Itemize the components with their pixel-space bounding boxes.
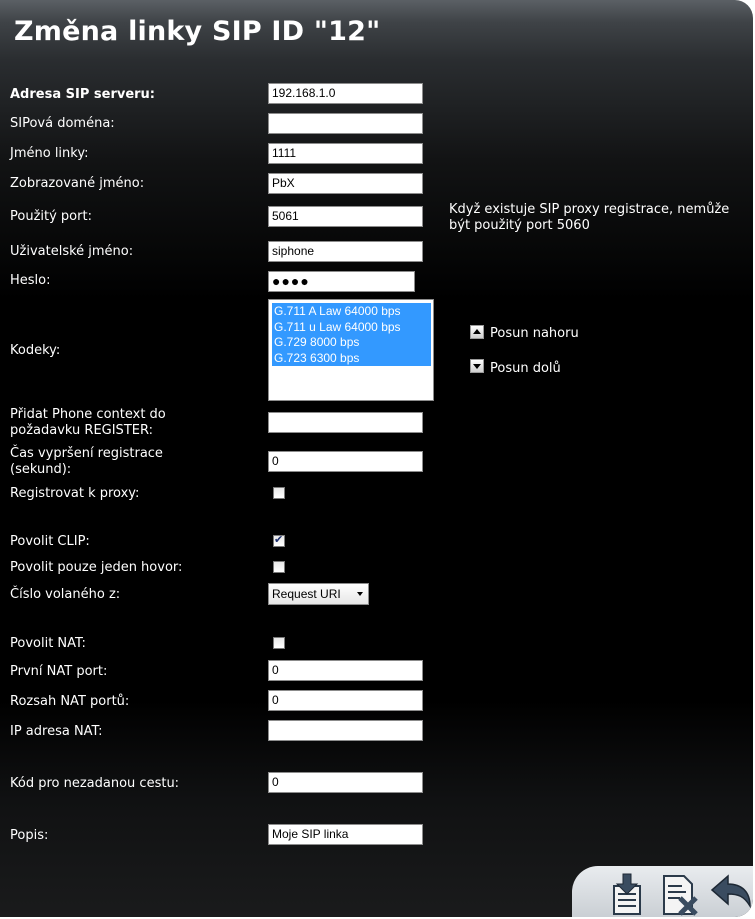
sip-server-label: Adresa SIP serveru: <box>10 87 156 102</box>
codecs-listbox[interactable] <box>268 299 434 401</box>
password-input[interactable]: ●●●● <box>268 271 415 292</box>
codec-option[interactable]: G.711 A Law 64000 bps <box>274 304 401 318</box>
line-name-input[interactable]: 1111 <box>268 143 423 164</box>
move-down-label[interactable]: Posun dolů <box>490 361 561 376</box>
nat-first-port-input[interactable]: 0 <box>268 660 423 681</box>
codecs-label: Kodeky: <box>10 343 61 358</box>
port-note: Když existuje SIP proxy registrace, nemůže být použitý port 5060 <box>449 202 730 233</box>
arrow-up-icon <box>473 329 481 334</box>
called-number-select[interactable] <box>268 583 369 605</box>
nat-port-range-input[interactable]: 0 <box>268 690 423 711</box>
page-title: Změna linky SIP ID "12" <box>14 16 381 47</box>
move-up-label[interactable]: Posun nahoru <box>490 326 579 341</box>
move-up-button[interactable] <box>470 325 484 339</box>
codec-option[interactable]: G.711 u Law 64000 bps <box>274 320 401 334</box>
register-proxy-label: Registrovat k proxy: <box>10 486 140 501</box>
nat-port-range-label: Rozsah NAT portů: <box>10 694 130 709</box>
allow-clip-checkbox[interactable] <box>273 535 285 547</box>
expiry-input[interactable]: 0 <box>268 451 423 472</box>
password-label: Heslo: <box>10 273 51 288</box>
checkmark-icon: ✔ <box>274 533 284 546</box>
allow-nat-label: Povolit NAT: <box>10 636 86 651</box>
nat-ip-input[interactable] <box>268 720 423 741</box>
expiry-label-2: (sekund): <box>10 462 72 477</box>
port-label: Použitý port: <box>10 209 92 224</box>
unspecified-route-label: Kód pro nezadanou cestu: <box>10 776 180 791</box>
display-name-input[interactable]: PbX <box>268 173 423 194</box>
nat-ip-label: IP adresa NAT: <box>10 724 103 739</box>
phone-context-label-2: požadavku REGISTER: <box>10 423 153 438</box>
called-number-value: Request URI <box>272 587 341 601</box>
username-label: Uživatelské jméno: <box>10 244 134 259</box>
display-name-label: Zobrazované jméno: <box>10 176 145 191</box>
port-input[interactable]: 5061 <box>268 206 423 227</box>
allow-clip-label: Povolit CLIP: <box>10 534 90 549</box>
sip-domain-input[interactable] <box>268 113 423 134</box>
register-proxy-checkbox[interactable] <box>273 487 285 499</box>
footer-toolbar <box>572 866 753 917</box>
move-down-button[interactable] <box>470 359 484 373</box>
allow-nat-checkbox[interactable] <box>273 637 285 649</box>
back-arrow-icon[interactable] <box>708 872 752 916</box>
nat-first-port-label: První NAT port: <box>10 664 108 679</box>
phone-context-input[interactable] <box>268 412 423 433</box>
sip-server-input[interactable]: 192.168.1.0 <box>268 83 423 104</box>
codec-option[interactable]: G.723 6300 bps <box>274 351 360 365</box>
unspecified-route-input[interactable]: 0 <box>268 772 423 793</box>
description-input[interactable]: Moje SIP linka <box>268 824 423 845</box>
codec-option[interactable]: G.729 8000 bps <box>274 335 360 349</box>
save-icon[interactable] <box>606 872 650 916</box>
delete-icon[interactable] <box>658 872 702 916</box>
chevron-down-icon <box>357 592 363 596</box>
single-call-label: Povolit pouze jeden hovor: <box>10 560 183 575</box>
arrow-down-icon <box>473 364 481 369</box>
expiry-label-1: Čas vypršení registrace <box>10 446 163 461</box>
sip-domain-label: SIPová doména: <box>10 116 115 131</box>
description-label: Popis: <box>10 828 49 843</box>
single-call-checkbox[interactable] <box>273 561 285 573</box>
username-input[interactable]: siphone <box>268 241 423 262</box>
line-name-label: Jméno linky: <box>10 146 89 161</box>
phone-context-label-1: Přidat Phone context do <box>10 407 166 422</box>
called-number-label: Číslo volaného z: <box>10 587 121 602</box>
